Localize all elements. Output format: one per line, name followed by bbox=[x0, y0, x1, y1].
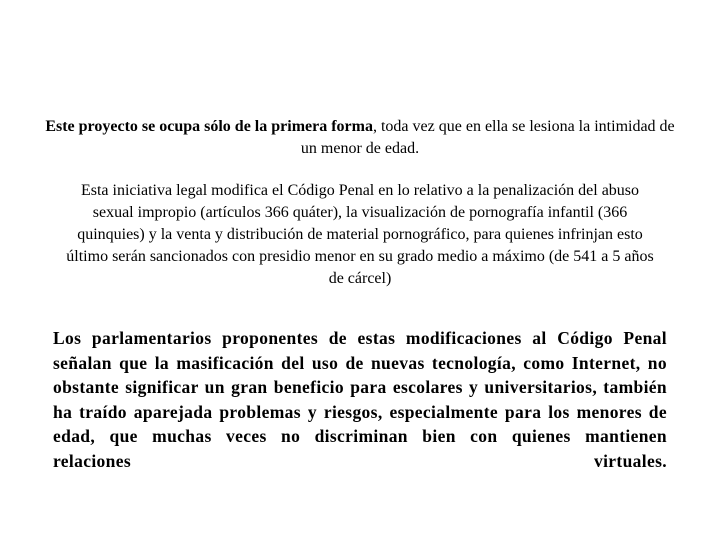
intro-paragraph bbox=[40, 116, 680, 160]
intro-bold-text: Este proyecto se ocupa sólo de la primera forma bbox=[45, 118, 373, 135]
intro-rest-text: , toda vez que en ella se lesiona la intimidad de un menor de edad. bbox=[300, 118, 675, 157]
parliamentarians-paragraph: Los parlamentarios proponentes de estas modificaciones al Código Penal señalan que la masificación del uso de nuevas tecnología, como Internet, no obstante significar un gran beneficio para escolares y universitarios, también ha traído aparejada problemas y riesgos, especialmente para los menores de edad, que muchas veces no discriminan bien con quienes mantienen relaciones virtuales. bbox=[53, 328, 667, 471]
initiative-paragraph: Esta iniciativa legal modifica el Código Penal en lo relativo a la penalización del abuso sexual impropio (artículos 366 quáter), la visualización de pornografía infantil (366 quinquies) y la venta y distribución de material pornográfico, para quienes infrinjan esto último serán sancionados con presidio menor en su grado medio a máximo (de 541 a 5 años de cárcel) bbox=[66, 182, 654, 287]
